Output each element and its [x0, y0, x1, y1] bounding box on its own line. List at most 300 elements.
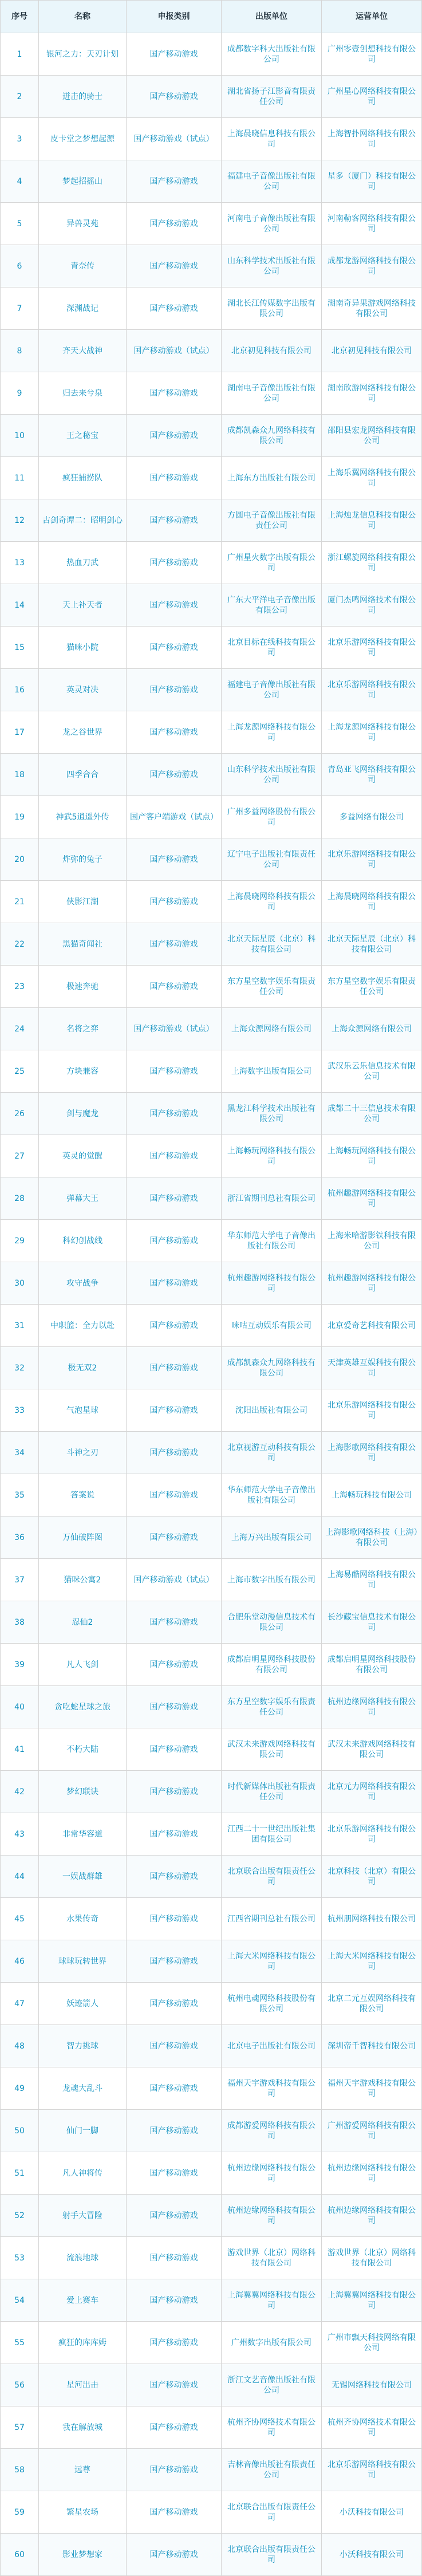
table-header-row	[1, 1, 422, 33]
cell-category: 国产移动游戏	[127, 1856, 222, 1898]
cell-publisher: 杭州边缘网络科技有限公司	[222, 2152, 322, 2195]
cell-name: 水果传奇	[39, 1898, 127, 1940]
cell-operator: 深圳帝千智科技有限公司	[322, 2025, 422, 2067]
cell-index: 33	[1, 1389, 39, 1432]
cell-operator: 广州星心网络科技有限公司	[322, 76, 422, 118]
cell-name: 天上补天者	[39, 584, 127, 627]
cell-publisher: 游戏世界（北京）网络科技有限公司	[222, 2237, 322, 2279]
cell-index: 43	[1, 1813, 39, 1856]
cell-name: 梦幻联诀	[39, 1771, 127, 1813]
cell-operator: 湖南奇异果游戏网络科技有限公司	[322, 287, 422, 330]
cell-publisher: 北京目标在线科技有限公司	[222, 627, 322, 669]
cell-name: 万仙破阵图	[39, 1517, 127, 1559]
cell-category: 国产移动游戏	[127, 1177, 222, 1220]
cell-index: 26	[1, 1093, 39, 1135]
cell-name: 名将之弈	[39, 1008, 127, 1050]
cell-index: 8	[1, 330, 39, 372]
cell-publisher: 北京电子出版社有限公司	[222, 2025, 322, 2067]
cell-name: 极无双2	[39, 1347, 127, 1389]
table-row	[1, 372, 422, 415]
cell-publisher: 湖北长江传媒数字出版有限公司	[222, 287, 322, 330]
cell-category: 国产移动游戏	[127, 2322, 222, 2364]
cell-category: 国产移动游戏	[127, 966, 222, 1008]
cell-name: 射手大冒险	[39, 2195, 127, 2237]
cell-index: 6	[1, 245, 39, 287]
cell-publisher: 湖北省扬子江影音有限责任公司	[222, 76, 322, 118]
cell-index: 4	[1, 160, 39, 203]
cell-name: 爱上赛车	[39, 2279, 127, 2322]
cell-operator: 上海龙源网络科技有限公司	[322, 711, 422, 754]
cell-index: 13	[1, 542, 39, 584]
cell-operator: 上海畅玩网络科技有限公司	[322, 1135, 422, 1177]
cell-name: 青奈传	[39, 245, 127, 287]
table-row	[1, 160, 422, 203]
cell-publisher: 上海翼翼网络科技有限公司	[222, 2279, 322, 2322]
cell-index: 58	[1, 2449, 39, 2491]
cell-publisher: 成都启明星网络科技股份有限公司	[222, 1644, 322, 1686]
cell-index: 17	[1, 711, 39, 754]
table-row	[1, 2322, 422, 2364]
cell-category: 国产移动游戏	[127, 372, 222, 415]
cell-publisher: 广州多益网络股份有限公司	[222, 796, 322, 838]
cell-publisher: 吉林音像出版社有限责任公司	[222, 2449, 322, 2491]
table-row	[1, 1347, 422, 1389]
cell-operator: 北京乐游网络科技有限公司	[322, 627, 422, 669]
cell-publisher: 杭州边缘网络科技有限公司	[222, 2195, 322, 2237]
cell-index: 49	[1, 2067, 39, 2110]
cell-operator: 上海米哈游影铁科技有限公司	[322, 1220, 422, 1262]
header-publisher: 出版单位	[222, 1, 322, 33]
cell-category: 国产移动游戏	[127, 2152, 222, 2195]
cell-operator: 杭州朋网络科技有限公司	[322, 1898, 422, 1940]
cell-index: 1	[1, 33, 39, 76]
cell-index: 54	[1, 2279, 39, 2322]
table-row	[1, 2449, 422, 2491]
cell-publisher: 杭州电魂网络科技股份有限公司	[222, 1983, 322, 2025]
cell-name: 炸弥的兔子	[39, 838, 127, 881]
table-row	[1, 2279, 422, 2322]
cell-index: 47	[1, 1983, 39, 2025]
cell-publisher: 北京视游互动科技有限公司	[222, 1432, 322, 1474]
cell-operator: 杭州边缘网络科技有限公司	[322, 2152, 422, 2195]
table-row	[1, 669, 422, 711]
cell-category: 国产移动游戏	[127, 33, 222, 76]
cell-category: 国产移动游戏	[127, 2195, 222, 2237]
cell-publisher: 杭州趣游网络科技有限公司	[222, 1262, 322, 1305]
cell-category: 国产移动游戏	[127, 1432, 222, 1474]
cell-index: 39	[1, 1644, 39, 1686]
cell-category: 国产移动游戏	[127, 2067, 222, 2110]
table-row	[1, 584, 422, 627]
cell-name: 流浪地球	[39, 2237, 127, 2279]
table-row	[1, 1898, 422, 1940]
cell-operator: 上海晨晓网络科技有限公司	[322, 881, 422, 923]
cell-operator: 无锡网络科技有限公司	[322, 2364, 422, 2406]
cell-category: 国产移动游戏	[127, 1771, 222, 1813]
cell-publisher: 上海畅玩网络科技有限公司	[222, 1135, 322, 1177]
cell-index: 55	[1, 2322, 39, 2364]
cell-publisher: 成都凯森众九网络科技有限公司	[222, 415, 322, 457]
cell-publisher: 上海东方出版社有限公司	[222, 457, 322, 499]
cell-name: 智力挑球	[39, 2025, 127, 2067]
cell-operator: 北京乐游网络科技有限公司	[322, 669, 422, 711]
cell-index: 32	[1, 1347, 39, 1389]
cell-index: 37	[1, 1559, 39, 1601]
cell-category: 国产移动游戏	[127, 881, 222, 923]
cell-index: 56	[1, 2364, 39, 2406]
cell-index: 45	[1, 1898, 39, 1940]
cell-publisher: 上海大米网络科技有限公司	[222, 1940, 322, 1983]
cell-category: 国产移动游戏	[127, 1093, 222, 1135]
cell-operator: 多益网络有限公司	[322, 796, 422, 838]
cell-category: 国产移动游戏	[127, 542, 222, 584]
cell-name: 球球玩转世界	[39, 1940, 127, 1983]
table-row	[1, 33, 422, 76]
cell-publisher: 黑龙江科学技术出版社有限公司	[222, 1093, 322, 1135]
table-row	[1, 1983, 422, 2025]
table-row	[1, 76, 422, 118]
cell-category: 国产移动游戏	[127, 1262, 222, 1305]
cell-category: 国产移动游戏（试点）	[127, 1008, 222, 1050]
cell-operator: 天津英雄互娱科技有限公司	[322, 1347, 422, 1389]
cell-operator: 北京乐游网络科技有限公司	[322, 1389, 422, 1432]
table-row	[1, 287, 422, 330]
cell-publisher: 北京联合出版有限责任公司	[222, 1856, 322, 1898]
cell-publisher: 河南电子音像出版社有限公司	[222, 203, 322, 245]
table-row	[1, 627, 422, 669]
cell-index: 53	[1, 2237, 39, 2279]
cell-index: 40	[1, 1686, 39, 1728]
cell-publisher: 北京联合出版有限责任公司	[222, 2491, 322, 2534]
cell-operator: 上海大米网络科技有限公司	[322, 1940, 422, 1983]
table-row	[1, 1432, 422, 1474]
cell-operator: 星多（厦门）科技有限公司	[322, 160, 422, 203]
cell-category: 国产移动游戏	[127, 2449, 222, 2491]
cell-publisher: 沈阳出版社有限公司	[222, 1389, 322, 1432]
cell-name: 星河出击	[39, 2364, 127, 2406]
cell-category: 国产移动游戏	[127, 245, 222, 287]
cell-operator: 浙江螺旋网络科技有限公司	[322, 542, 422, 584]
cell-name: 古剑奇谭二：昭明剑心	[39, 499, 127, 542]
cell-index: 16	[1, 669, 39, 711]
table-row	[1, 1135, 422, 1177]
header-name: 名称	[39, 1, 127, 33]
cell-operator: 北京元力网络科技有限公司	[322, 1771, 422, 1813]
table-row	[1, 1177, 422, 1220]
cell-index: 30	[1, 1262, 39, 1305]
cell-name: 凡人飞剑	[39, 1644, 127, 1686]
cell-publisher: 山东科学技术出版社有限公司	[222, 245, 322, 287]
cell-name: 猫咪公寓2	[39, 1559, 127, 1601]
table-row	[1, 1389, 422, 1432]
cell-operator: 广州市飘天科技网络有限公司	[322, 2322, 422, 2364]
cell-name: 凡人神将传	[39, 2152, 127, 2195]
cell-category: 国产移动游戏	[127, 1686, 222, 1728]
table-row	[1, 2025, 422, 2067]
table-row	[1, 2364, 422, 2406]
cell-name: 科幻创战线	[39, 1220, 127, 1262]
cell-operator: 小沃科技有限公司	[322, 2534, 422, 2576]
cell-publisher: 广东大平洋电子音像出版有限公司	[222, 584, 322, 627]
cell-publisher: 华东师范大学电子音像出版社有限公司	[222, 1474, 322, 1517]
cell-operator: 厦门杰鸣网络技术有限公司	[322, 584, 422, 627]
cell-name: 非常华容道	[39, 1813, 127, 1856]
cell-name: 剑与魔龙	[39, 1093, 127, 1135]
cell-index: 31	[1, 1305, 39, 1347]
cell-name: 皮卡堂之梦想起源	[39, 118, 127, 160]
cell-operator: 广州零壹创想科技有限公司	[322, 33, 422, 76]
cell-category: 国产移动游戏	[127, 1474, 222, 1517]
cell-index: 50	[1, 2110, 39, 2152]
cell-operator: 北京乐游网络科技有限公司	[322, 838, 422, 881]
cell-operator: 广州游爱网络科技有限公司	[322, 2110, 422, 2152]
cell-name: 侠影江湖	[39, 881, 127, 923]
cell-category: 国产移动游戏	[127, 2406, 222, 2449]
cell-name: 疯狂捕捞队	[39, 457, 127, 499]
cell-category: 国产移动游戏	[127, 499, 222, 542]
table-row	[1, 1856, 422, 1898]
table-row	[1, 1559, 422, 1601]
cell-index: 11	[1, 457, 39, 499]
cell-publisher: 方圆电子音像出版社有限责任公司	[222, 499, 322, 542]
cell-name: 深渊战记	[39, 287, 127, 330]
cell-category: 国产移动游戏（试点）	[127, 118, 222, 160]
cell-category: 国产移动游戏	[127, 627, 222, 669]
cell-publisher: 成都游爱网络科技有限公司	[222, 2110, 322, 2152]
cell-publisher: 山东科学技术出版社有限公司	[222, 754, 322, 796]
table-row	[1, 2195, 422, 2237]
cell-operator: 上海众源网络有限公司	[322, 1008, 422, 1050]
cell-index: 14	[1, 584, 39, 627]
cell-category: 国产移动游戏	[127, 1135, 222, 1177]
cell-publisher: 上海市数字出版有限公司	[222, 1559, 322, 1601]
table-row	[1, 1728, 422, 1771]
cell-index: 20	[1, 838, 39, 881]
table-row	[1, 1474, 422, 1517]
cell-operator: 北京二元互娱网络科技有限公司	[322, 1983, 422, 2025]
cell-operator: 上海畅玩科技有限公司	[322, 1474, 422, 1517]
cell-category: 国产移动游戏	[127, 2364, 222, 2406]
cell-category: 国产移动游戏	[127, 203, 222, 245]
cell-index: 46	[1, 1940, 39, 1983]
cell-index: 15	[1, 627, 39, 669]
cell-name: 龙魂大乱斗	[39, 2067, 127, 2110]
cell-operator: 邵阳县宏龙网络科技有限公司	[322, 415, 422, 457]
table-row	[1, 754, 422, 796]
cell-operator: 杭州趣游网络科技有限公司	[322, 1262, 422, 1305]
table-row	[1, 1940, 422, 1983]
cell-index: 34	[1, 1432, 39, 1474]
cell-publisher: 湖南电子音像出版社有限公司	[222, 372, 322, 415]
cell-index: 12	[1, 499, 39, 542]
cell-index: 9	[1, 372, 39, 415]
cell-operator: 河南勒客网络科技有限公司	[322, 203, 422, 245]
cell-name: 一娱战群雄	[39, 1856, 127, 1898]
cell-publisher: 福州天宇游戏科技有限公司	[222, 2067, 322, 2110]
cell-name: 攻守战争	[39, 1262, 127, 1305]
cell-index: 38	[1, 1601, 39, 1644]
cell-index: 10	[1, 415, 39, 457]
cell-index: 24	[1, 1008, 39, 1050]
cell-name: 王之秘宝	[39, 415, 127, 457]
cell-operator: 北京乐游网络科技有限公司	[322, 2449, 422, 2491]
table-body	[1, 33, 422, 2576]
cell-name: 远尊	[39, 2449, 127, 2491]
cell-publisher: 北京联合出版有限责任公司	[222, 2534, 322, 2576]
cell-publisher: 上海数字出版有限公司	[222, 1050, 322, 1093]
cell-category: 国产移动游戏	[127, 415, 222, 457]
cell-publisher: 北京初见科技有限公司	[222, 330, 322, 372]
cell-index: 51	[1, 2152, 39, 2195]
cell-category: 国产移动游戏	[127, 1898, 222, 1940]
cell-name: 归去来兮泉	[39, 372, 127, 415]
cell-operator: 游戏世界（北京）网络科技有限公司	[322, 2237, 422, 2279]
cell-category: 国产移动游戏	[127, 2534, 222, 2576]
table-row	[1, 245, 422, 287]
cell-name: 斗神之刃	[39, 1432, 127, 1474]
cell-category: 国产移动游戏	[127, 1601, 222, 1644]
table-row	[1, 2491, 422, 2534]
cell-operator: 上海智扑网络科技有限公司	[322, 118, 422, 160]
cell-operator: 杭州趣游网络科技有限公司	[322, 1177, 422, 1220]
cell-publisher: 杭州齐协网络技术有限公司	[222, 2406, 322, 2449]
cell-index: 7	[1, 287, 39, 330]
cell-name: 疯狂的库库姆	[39, 2322, 127, 2364]
table-row	[1, 2534, 422, 2576]
cell-publisher: 辽宁电子出版社有限责任公司	[222, 838, 322, 881]
cell-operator: 上海乐翼网络科技有限公司	[322, 457, 422, 499]
cell-index: 41	[1, 1728, 39, 1771]
cell-name: 贪吃蛇星球之旅	[39, 1686, 127, 1728]
cell-operator: 北京乐游网络科技有限公司	[322, 1813, 422, 1856]
cell-name: 中职篮：全力以赴	[39, 1305, 127, 1347]
cell-category: 国产移动游戏	[127, 2279, 222, 2322]
cell-publisher: 合肥乐堂动漫信息技术有限公司	[222, 1601, 322, 1644]
table-row	[1, 1686, 422, 1728]
table-row	[1, 966, 422, 1008]
cell-publisher: 广州数字出版有限公司	[222, 2322, 322, 2364]
table-row	[1, 923, 422, 966]
header-category: 申报类别	[127, 1, 222, 33]
cell-publisher: 广州星火数字出版有限公司	[222, 542, 322, 584]
cell-operator: 杭州齐协网络技术有限公司	[322, 2406, 422, 2449]
table-row	[1, 881, 422, 923]
cell-operator: 长沙藏宝信息技术有限公司	[322, 1601, 422, 1644]
table-row	[1, 2237, 422, 2279]
cell-name: 影业梦想家	[39, 2534, 127, 2576]
cell-publisher: 福建电子音像出版社有限公司	[222, 160, 322, 203]
cell-index: 2	[1, 76, 39, 118]
cell-publisher: 上海众源网络有限公司	[222, 1008, 322, 1050]
table-row	[1, 2110, 422, 2152]
cell-index: 22	[1, 923, 39, 966]
cell-operator: 北京天际星辰（北京）科技有限公司	[322, 923, 422, 966]
cell-name: 答案说	[39, 1474, 127, 1517]
cell-index: 3	[1, 118, 39, 160]
cell-operator: 武汉未来游戏网络科技有限公司	[322, 1728, 422, 1771]
cell-category: 国产移动游戏	[127, 2491, 222, 2534]
table-row	[1, 1644, 422, 1686]
cell-operator: 上海翼翼网络科技有限公司	[322, 2279, 422, 2322]
table-row	[1, 203, 422, 245]
table-row	[1, 711, 422, 754]
cell-operator: 上海易酷网络科技有限公司	[322, 1559, 422, 1601]
cell-category: 国产移动游戏	[127, 1050, 222, 1093]
cell-index: 21	[1, 881, 39, 923]
cell-operator: 杭州边缘网络科技有限公司	[322, 2195, 422, 2237]
table-row	[1, 1517, 422, 1559]
table-row	[1, 1601, 422, 1644]
cell-operator: 杭州边缘网络科技有限公司	[322, 1686, 422, 1728]
cell-operator: 成都启明星网络科技股份有限公司	[322, 1644, 422, 1686]
cell-publisher: 上海晨晓网络科技有限公司	[222, 881, 322, 923]
cell-publisher: 东方星空数字娱乐有限责任公司	[222, 966, 322, 1008]
cell-operator: 湖南欣游网络科技有限公司	[322, 372, 422, 415]
cell-index: 59	[1, 2491, 39, 2534]
cell-publisher: 上海万兴出版有限公司	[222, 1517, 322, 1559]
table-row	[1, 1008, 422, 1050]
cell-index: 35	[1, 1474, 39, 1517]
table-row	[1, 542, 422, 584]
cell-name: 猫咪小院	[39, 627, 127, 669]
table-row	[1, 415, 422, 457]
cell-category: 国产移动游戏	[127, 1305, 222, 1347]
cell-name: 仙门一脚	[39, 2110, 127, 2152]
cell-category: 国产移动游戏	[127, 1220, 222, 1262]
table-row	[1, 2406, 422, 2449]
cell-index: 60	[1, 2534, 39, 2576]
cell-index: 23	[1, 966, 39, 1008]
cell-name: 忍仙2	[39, 1601, 127, 1644]
cell-category: 国产移动游戏	[127, 1389, 222, 1432]
cell-category: 国产移动游戏	[127, 2025, 222, 2067]
cell-publisher: 武汉未来游戏网络科技有限公司	[222, 1728, 322, 1771]
cell-index: 29	[1, 1220, 39, 1262]
cell-publisher: 华东师范大学电子音像出版社有限公司	[222, 1220, 322, 1262]
cell-category: 国产移动游戏（试点）	[127, 1559, 222, 1601]
cell-publisher: 时代新媒体出版社有限责任公司	[222, 1771, 322, 1813]
cell-category: 国产客户端游戏（试点）	[127, 796, 222, 838]
cell-index: 42	[1, 1771, 39, 1813]
table-row	[1, 457, 422, 499]
cell-publisher: 江西省期刊总社有限公司	[222, 1898, 322, 1940]
cell-name: 梦起招摇山	[39, 160, 127, 203]
cell-category: 国产移动游戏	[127, 2110, 222, 2152]
cell-name: 弹幕大王	[39, 1177, 127, 1220]
cell-category: 国产移动游戏	[127, 1517, 222, 1559]
table-row	[1, 1305, 422, 1347]
table-row	[1, 1813, 422, 1856]
cell-publisher: 福建电子音像出版社有限公司	[222, 669, 322, 711]
cell-operator: 北京爱奇艺科技有限公司	[322, 1305, 422, 1347]
cell-category: 国产移动游戏	[127, 1940, 222, 1983]
cell-operator: 上海烛龙信息科技有限公司	[322, 499, 422, 542]
cell-category: 国产移动游戏	[127, 923, 222, 966]
cell-category: 国产移动游戏（试点）	[127, 330, 222, 372]
cell-category: 国产移动游戏	[127, 711, 222, 754]
header-index: 序号	[1, 1, 39, 33]
cell-publisher: 成都凯森众九网络科技有限公司	[222, 1347, 322, 1389]
cell-index: 18	[1, 754, 39, 796]
cell-index: 27	[1, 1135, 39, 1177]
cell-name: 热血刀武	[39, 542, 127, 584]
cell-name: 妖迹箭人	[39, 1983, 127, 2025]
table-row	[1, 1220, 422, 1262]
table-row	[1, 1093, 422, 1135]
table-row	[1, 2152, 422, 2195]
cell-category: 国产移动游戏	[127, 76, 222, 118]
table-row	[1, 499, 422, 542]
